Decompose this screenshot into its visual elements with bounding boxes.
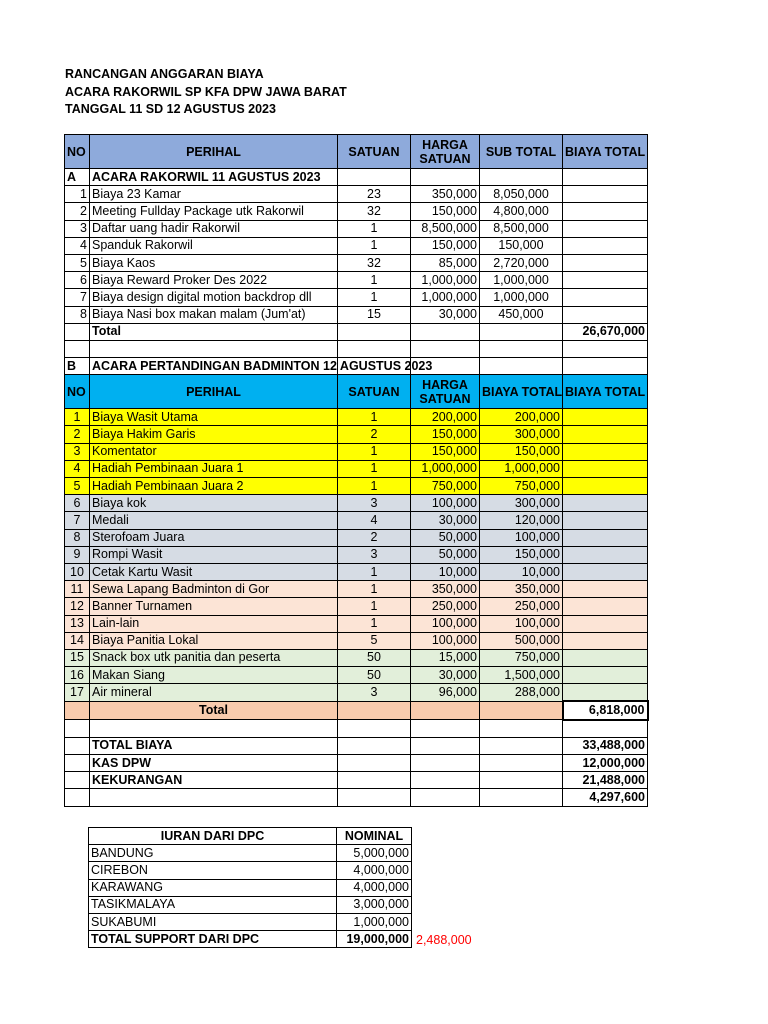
table-row [65, 237, 648, 254]
row-subtotal: 100,000 [480, 529, 563, 546]
cell [480, 323, 563, 340]
row-satuan: 2 [338, 529, 411, 546]
iuran-total-value: 19,000,000 [337, 931, 412, 948]
row-no: 3 [65, 443, 90, 460]
table-row [65, 289, 648, 306]
document-title [65, 66, 347, 119]
row-perihal: Makan Siang [90, 667, 338, 684]
iuran-total-row [89, 931, 412, 948]
row-perihal: Biaya kok [90, 495, 338, 512]
row-subtotal: 100,000 [480, 615, 563, 632]
row-subtotal: 4,800,000 [480, 203, 563, 220]
row-subtotal: 300,000 [480, 426, 563, 443]
header-row-a [65, 135, 648, 169]
row-perihal: Hadiah Pembinaan Juara 2 [90, 478, 338, 495]
row-total [563, 237, 648, 254]
row-no: 4 [65, 237, 90, 254]
row-total [563, 684, 648, 702]
col-total: BIAYA TOTAL [563, 375, 648, 409]
row-subtotal: 300,000 [480, 495, 563, 512]
summary-value: 33,488,000 [563, 737, 648, 754]
table-row [65, 563, 648, 580]
row-total [563, 426, 648, 443]
row-satuan: 1 [338, 220, 411, 237]
row-harga: 50,000 [411, 546, 480, 563]
table-row [65, 684, 648, 702]
cell [480, 720, 563, 738]
cell [338, 720, 411, 738]
iuran-header-label: IURAN DARI DPC [89, 828, 337, 845]
row-subtotal: 750,000 [480, 649, 563, 666]
table-row [65, 443, 648, 460]
table-row [65, 649, 648, 666]
title-line-1: RANCANGAN ANGGARAN BIAYA [65, 67, 264, 81]
cell [338, 340, 411, 357]
row-satuan: 5 [338, 632, 411, 649]
iuran-label: BANDUNG [89, 845, 337, 862]
row-harga: 15,000 [411, 649, 480, 666]
col-total: BIAYA TOTAL [563, 135, 648, 169]
row-total [563, 272, 648, 289]
cell [480, 755, 563, 772]
row-subtotal: 200,000 [480, 409, 563, 426]
cell [411, 789, 480, 806]
row-no: 11 [65, 581, 90, 598]
row-satuan: 1 [338, 409, 411, 426]
iuran-value: 3,000,000 [337, 896, 412, 913]
spacer-row [65, 720, 648, 738]
row-subtotal: 2,720,000 [480, 254, 563, 271]
row-harga: 100,000 [411, 495, 480, 512]
section-code: B [65, 358, 90, 375]
table-row [65, 272, 648, 289]
cell [65, 701, 90, 719]
row-total [563, 254, 648, 271]
row-satuan: 1 [338, 289, 411, 306]
cell [563, 358, 648, 375]
row-harga: 30,000 [411, 512, 480, 529]
row-satuan: 1 [338, 563, 411, 580]
row-harga: 200,000 [411, 409, 480, 426]
table-row [65, 581, 648, 598]
row-harga: 150,000 [411, 237, 480, 254]
cell [411, 340, 480, 357]
row-harga: 250,000 [411, 598, 480, 615]
iuran-table [88, 827, 412, 948]
cell [411, 772, 480, 789]
row-subtotal: 350,000 [480, 581, 563, 598]
spacer-row [65, 340, 648, 357]
row-total [563, 632, 648, 649]
row-total [563, 598, 648, 615]
row-no: 4 [65, 460, 90, 477]
row-subtotal: 150,000 [480, 546, 563, 563]
row-total [563, 460, 648, 477]
col-harga: HARGA SATUAN [411, 135, 480, 169]
row-total [563, 409, 648, 426]
cell [480, 701, 563, 719]
cell [65, 720, 90, 738]
table-row [65, 254, 648, 271]
summary-row [65, 789, 648, 806]
section-title: ACARA RAKORWIL 11 AGUSTUS 2023 [90, 169, 338, 186]
row-total [563, 203, 648, 220]
table-row [65, 306, 648, 323]
row-no: 14 [65, 632, 90, 649]
row-subtotal: 8,050,000 [480, 186, 563, 203]
row-total [563, 512, 648, 529]
row-harga: 85,000 [411, 254, 480, 271]
row-no: 12 [65, 598, 90, 615]
row-harga: 350,000 [411, 581, 480, 598]
col-no: NO [65, 135, 90, 169]
row-subtotal: 1,000,000 [480, 289, 563, 306]
row-harga: 100,000 [411, 615, 480, 632]
budget-table [64, 134, 649, 807]
row-no: 5 [65, 254, 90, 271]
row-perihal: Sewa Lapang Badminton di Gor [90, 581, 338, 598]
row-no: 6 [65, 495, 90, 512]
row-perihal: Cetak Kartu Wasit [90, 563, 338, 580]
row-total [563, 563, 648, 580]
iuran-value: 5,000,000 [337, 845, 412, 862]
row-satuan: 3 [338, 546, 411, 563]
row-no: 7 [65, 289, 90, 306]
row-perihal: Biaya Wasit Utama [90, 409, 338, 426]
row-subtotal: 288,000 [480, 684, 563, 702]
row-perihal: Sterofoam Juara [90, 529, 338, 546]
cell [65, 323, 90, 340]
row-perihal: Lain-lain [90, 615, 338, 632]
row-no: 3 [65, 220, 90, 237]
row-no: 2 [65, 203, 90, 220]
summary-row [65, 755, 648, 772]
title-line-2: ACARA RAKORWIL SP KFA DPW JAWA BARAT [65, 84, 347, 99]
section-a-row [65, 169, 648, 186]
cell [90, 340, 338, 357]
row-harga: 1,000,000 [411, 460, 480, 477]
row-harga: 10,000 [411, 563, 480, 580]
cell [65, 755, 90, 772]
row-no: 1 [65, 409, 90, 426]
row-satuan: 2 [338, 426, 411, 443]
table-row [65, 495, 648, 512]
row-perihal: Biaya design digital motion backdrop dll [90, 289, 338, 306]
row-perihal: Rompi Wasit [90, 546, 338, 563]
iuran-total-label: TOTAL SUPPORT DARI DPC [89, 931, 337, 948]
table-row [65, 632, 648, 649]
row-satuan: 1 [338, 478, 411, 495]
row-subtotal: 10,000 [480, 563, 563, 580]
table-row [65, 598, 648, 615]
row-subtotal: 450,000 [480, 306, 563, 323]
cell [411, 701, 480, 719]
iuran-label: CIREBON [89, 862, 337, 879]
cell [411, 720, 480, 738]
cell [338, 323, 411, 340]
row-perihal: Meeting Fullday Package utk Rakorwil [90, 203, 338, 220]
table-row [65, 615, 648, 632]
row-satuan: 4 [338, 512, 411, 529]
cell [480, 737, 563, 754]
iuran-row [89, 913, 412, 930]
iuran-header-nominal: NOMINAL [337, 828, 412, 845]
row-satuan: 3 [338, 684, 411, 702]
row-total [563, 186, 648, 203]
row-harga: 50,000 [411, 529, 480, 546]
row-subtotal: 1,000,000 [480, 460, 563, 477]
iuran-label: TASIKMALAYA [89, 896, 337, 913]
row-harga: 30,000 [411, 306, 480, 323]
row-no: 5 [65, 478, 90, 495]
row-no: 1 [65, 186, 90, 203]
summary-row [65, 737, 648, 754]
row-harga: 100,000 [411, 632, 480, 649]
section-b-row [65, 358, 648, 375]
iuran-label: SUKABUMI [89, 913, 337, 930]
row-no: 16 [65, 667, 90, 684]
row-perihal: Spanduk Rakorwil [90, 237, 338, 254]
iuran-value: 4,000,000 [337, 879, 412, 896]
row-total [563, 649, 648, 666]
total-row-a [65, 323, 648, 340]
iuran-row [89, 896, 412, 913]
table-row [65, 220, 648, 237]
col-sub: SUB TOTAL [480, 135, 563, 169]
row-perihal: Medali [90, 512, 338, 529]
row-perihal: Banner Turnamen [90, 598, 338, 615]
cell [338, 772, 411, 789]
row-total [563, 306, 648, 323]
row-satuan: 32 [338, 203, 411, 220]
row-no: 15 [65, 649, 90, 666]
row-subtotal: 250,000 [480, 598, 563, 615]
cell [338, 701, 411, 719]
row-subtotal: 120,000 [480, 512, 563, 529]
iuran-value: 4,000,000 [337, 862, 412, 879]
row-satuan: 3 [338, 495, 411, 512]
row-subtotal: 8,500,000 [480, 220, 563, 237]
row-harga: 30,000 [411, 667, 480, 684]
summary-label [90, 789, 338, 806]
total-label: Total [90, 323, 338, 340]
cell [480, 358, 563, 375]
cell [65, 340, 90, 357]
row-harga: 150,000 [411, 443, 480, 460]
table-row [65, 546, 648, 563]
row-harga: 350,000 [411, 186, 480, 203]
col-satuan: SATUAN [338, 135, 411, 169]
row-satuan: 50 [338, 667, 411, 684]
col-satuan: SATUAN [338, 375, 411, 409]
col-harga: HARGA SATUAN [411, 375, 480, 409]
iuran-difference: 2,488,000 [416, 933, 472, 947]
cell [563, 720, 648, 738]
cell [411, 755, 480, 772]
row-satuan: 1 [338, 581, 411, 598]
cell [338, 789, 411, 806]
row-no: 8 [65, 306, 90, 323]
row-harga: 1,000,000 [411, 272, 480, 289]
cell [411, 323, 480, 340]
row-perihal: Biaya Kaos [90, 254, 338, 271]
table-row [65, 529, 648, 546]
row-subtotal: 500,000 [480, 632, 563, 649]
row-total [563, 289, 648, 306]
row-perihal: Biaya Reward Proker Des 2022 [90, 272, 338, 289]
row-subtotal: 150,000 [480, 443, 563, 460]
row-harga: 1,000,000 [411, 289, 480, 306]
table-row [65, 460, 648, 477]
col-sub: BIAYA TOTAL [480, 375, 563, 409]
row-total [563, 443, 648, 460]
col-perihal: PERIHAL [90, 375, 338, 409]
table-row [65, 667, 648, 684]
row-harga: 96,000 [411, 684, 480, 702]
row-total [563, 495, 648, 512]
row-harga: 750,000 [411, 478, 480, 495]
summary-row [65, 772, 648, 789]
header-row-b [65, 375, 648, 409]
summary-label: TOTAL BIAYA [90, 737, 338, 754]
section-title: ACARA PERTANDINGAN BADMINTON 12 AGUSTUS 2023 [90, 358, 338, 375]
col-no: NO [65, 375, 90, 409]
row-perihal: Snack box utk panitia dan peserta [90, 649, 338, 666]
row-satuan: 15 [338, 306, 411, 323]
row-perihal: Daftar uang hadir Rakorwil [90, 220, 338, 237]
total-value: 6,818,000 [563, 701, 648, 719]
section-code: A [65, 169, 90, 186]
row-satuan: 1 [338, 460, 411, 477]
row-total [563, 581, 648, 598]
row-no: 8 [65, 529, 90, 546]
cell [480, 772, 563, 789]
row-harga: 8,500,000 [411, 220, 480, 237]
cell [338, 755, 411, 772]
cell [411, 737, 480, 754]
row-satuan: 1 [338, 615, 411, 632]
row-no: 10 [65, 563, 90, 580]
title-line-3: TANGGAL 11 SD 12 AGUSTUS 2023 [65, 102, 276, 116]
row-no: 2 [65, 426, 90, 443]
summary-label: KEKURANGAN [90, 772, 338, 789]
summary-label: KAS DPW [90, 755, 338, 772]
row-perihal: Biaya Panitia Lokal [90, 632, 338, 649]
row-perihal: Biaya Hakim Garis [90, 426, 338, 443]
cell [563, 340, 648, 357]
summary-value: 21,488,000 [563, 772, 648, 789]
row-no: 17 [65, 684, 90, 702]
row-subtotal: 1,500,000 [480, 667, 563, 684]
iuran-value: 1,000,000 [337, 913, 412, 930]
row-harga: 150,000 [411, 203, 480, 220]
row-total [563, 529, 648, 546]
row-perihal: Air mineral [90, 684, 338, 702]
iuran-header [89, 828, 412, 845]
iuran-row [89, 879, 412, 896]
row-perihal: Hadiah Pembinaan Juara 1 [90, 460, 338, 477]
table-row [65, 203, 648, 220]
row-perihal: Komentator [90, 443, 338, 460]
row-total [563, 478, 648, 495]
row-perihal: Biaya Nasi box makan malam (Jum'at) [90, 306, 338, 323]
cell [65, 772, 90, 789]
row-satuan: 1 [338, 443, 411, 460]
row-perihal: Biaya 23 Kamar [90, 186, 338, 203]
cell [65, 737, 90, 754]
row-total [563, 667, 648, 684]
table-row [65, 186, 648, 203]
row-satuan: 1 [338, 237, 411, 254]
row-satuan: 32 [338, 254, 411, 271]
row-no: 9 [65, 546, 90, 563]
row-total [563, 546, 648, 563]
col-perihal: PERIHAL [90, 135, 338, 169]
table-row [65, 478, 648, 495]
row-harga: 150,000 [411, 426, 480, 443]
iuran-label: KARAWANG [89, 879, 337, 896]
iuran-row [89, 862, 412, 879]
cell [90, 720, 338, 738]
cell [338, 737, 411, 754]
row-subtotal: 1,000,000 [480, 272, 563, 289]
table-row [65, 426, 648, 443]
row-satuan: 50 [338, 649, 411, 666]
total-label: Total [90, 701, 338, 719]
row-subtotal: 150,000 [480, 237, 563, 254]
row-no: 6 [65, 272, 90, 289]
row-total [563, 220, 648, 237]
row-no: 13 [65, 615, 90, 632]
cell [480, 789, 563, 806]
total-value: 26,670,000 [563, 323, 648, 340]
row-no: 7 [65, 512, 90, 529]
cell [480, 340, 563, 357]
summary-value: 4,297,600 [563, 789, 648, 806]
row-satuan: 1 [338, 272, 411, 289]
iuran-row [89, 845, 412, 862]
row-satuan: 23 [338, 186, 411, 203]
table-row [65, 512, 648, 529]
row-total [563, 615, 648, 632]
row-subtotal: 750,000 [480, 478, 563, 495]
total-row-b [65, 701, 648, 719]
cell [65, 789, 90, 806]
summary-value: 12,000,000 [563, 755, 648, 772]
table-row [65, 409, 648, 426]
row-satuan: 1 [338, 598, 411, 615]
